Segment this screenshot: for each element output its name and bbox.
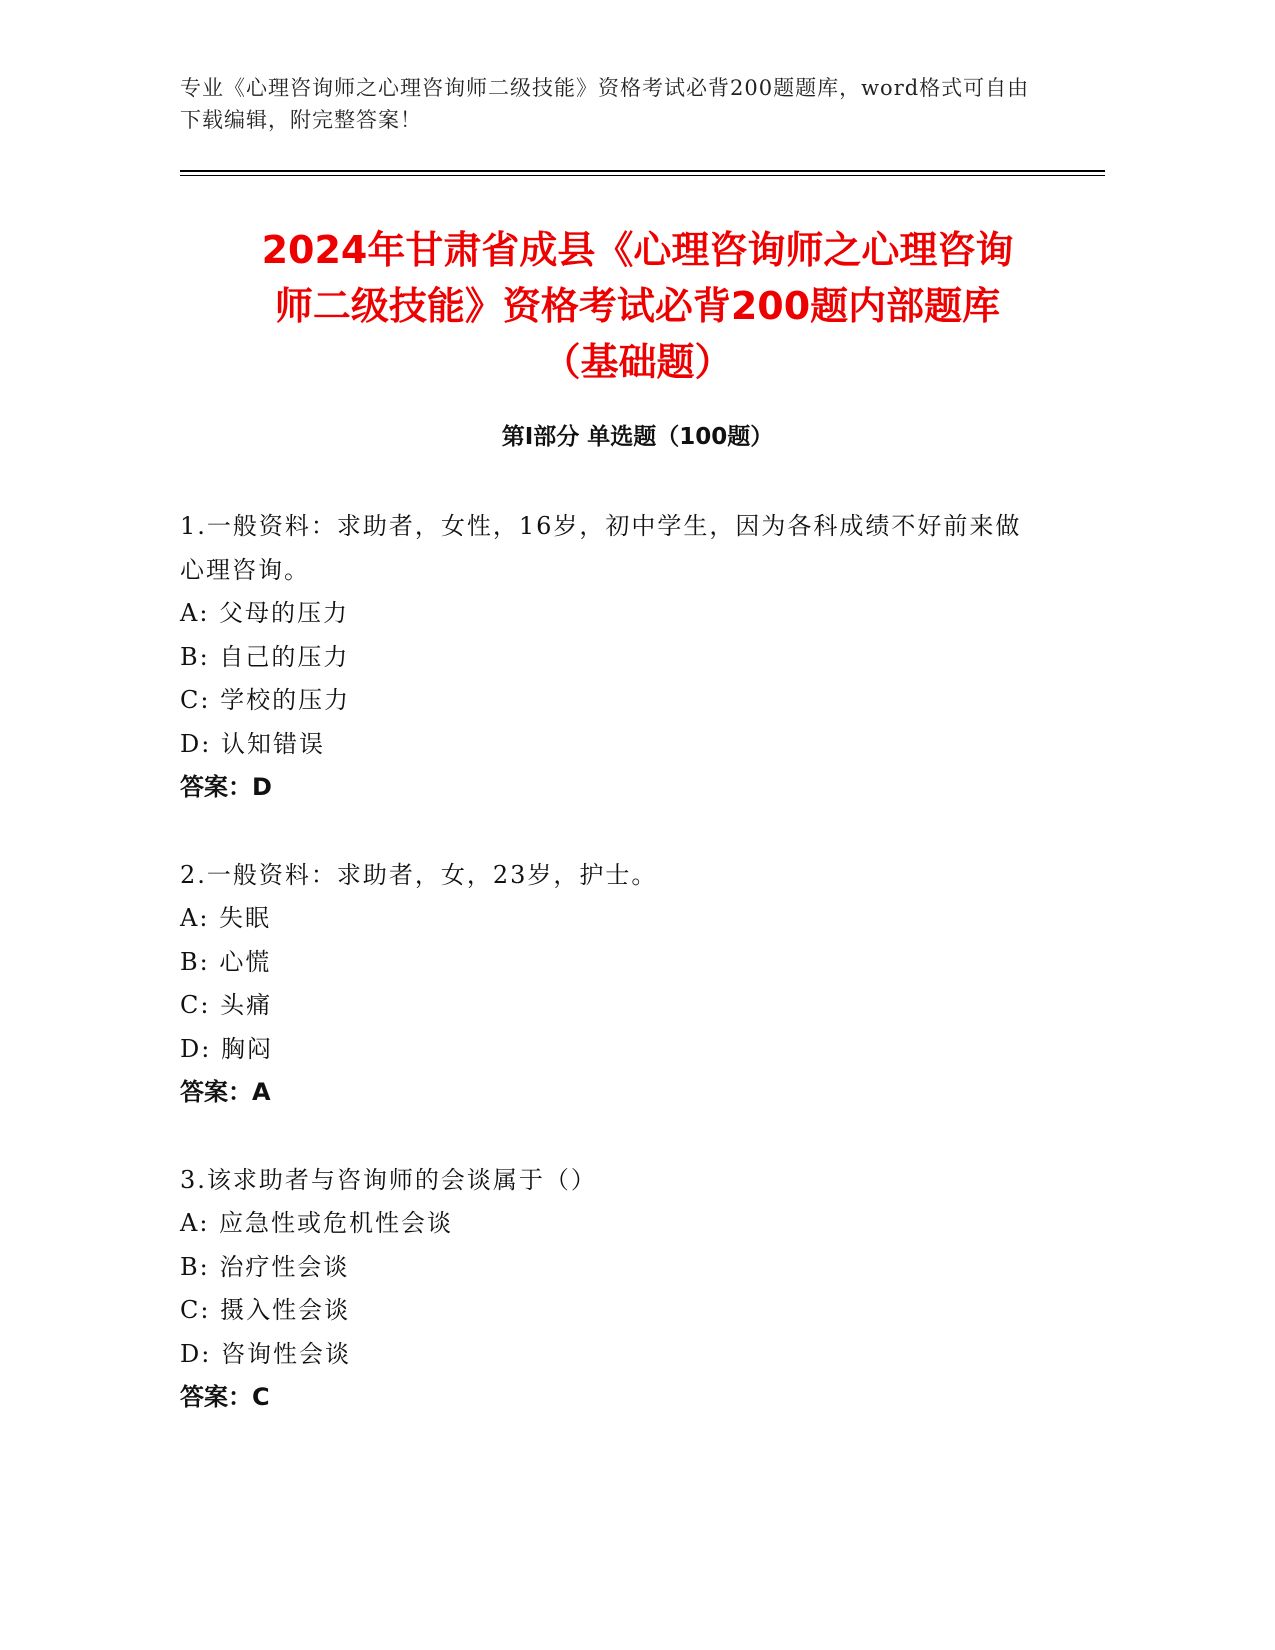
question-item [180, 854, 1040, 1115]
option-a: A: 失眠 [180, 904, 272, 932]
question-stem: 2.一般资料：求助者，女，23岁，护士。 [180, 860, 658, 889]
option-b: B: 心慌 [180, 947, 272, 976]
option-b: B: 治疗性会谈 [180, 1252, 350, 1281]
question-stem: 1.一般资料：求助者，女性，16岁，初中学生，因为各科成绩不好前来做心理咨询。 [180, 512, 1022, 584]
answer-line: 答案：D [180, 773, 272, 801]
option-c: C: 摄入性会谈 [180, 1296, 351, 1324]
option-c: C: 学校的压力 [180, 686, 351, 714]
answer-line: 答案：C [180, 1383, 270, 1411]
question-list [180, 505, 1040, 1464]
option-b: B: 自己的压力 [180, 642, 350, 671]
option-c: C: 头痛 [180, 991, 273, 1019]
header-divider-thick [180, 170, 1105, 172]
title-line: 2024年甘肃省成县《心理咨询师之心理咨询 [261, 228, 1014, 272]
option-d: D: 胸闷 [180, 1034, 273, 1063]
title-line: 师二级技能》资格考试必背200题内部题库 [274, 284, 1001, 328]
option-d: D: 认知错误 [180, 729, 325, 758]
answer-line: 答案：A [180, 1078, 271, 1106]
header-note: 专业《心理咨询师之心理咨询师二级技能》资格考试必背200题题库，word格式可自由下载编辑，附完整答案！ [180, 76, 1030, 132]
header-divider-thin [180, 175, 1105, 176]
option-a: A: 应急性或危机性会谈 [180, 1209, 454, 1237]
question-item [180, 505, 1040, 810]
document-title [150, 222, 1125, 390]
option-d: D: 咨询性会谈 [180, 1339, 351, 1368]
option-a: A: 父母的压力 [180, 599, 350, 627]
question-stem: 3.该求助者与咨询师的会谈属于（） [180, 1165, 597, 1194]
question-item [180, 1159, 1040, 1420]
title-line: （基础题） [542, 340, 733, 384]
section-heading: 第Ⅰ部分 单选题（100题） [501, 424, 774, 450]
